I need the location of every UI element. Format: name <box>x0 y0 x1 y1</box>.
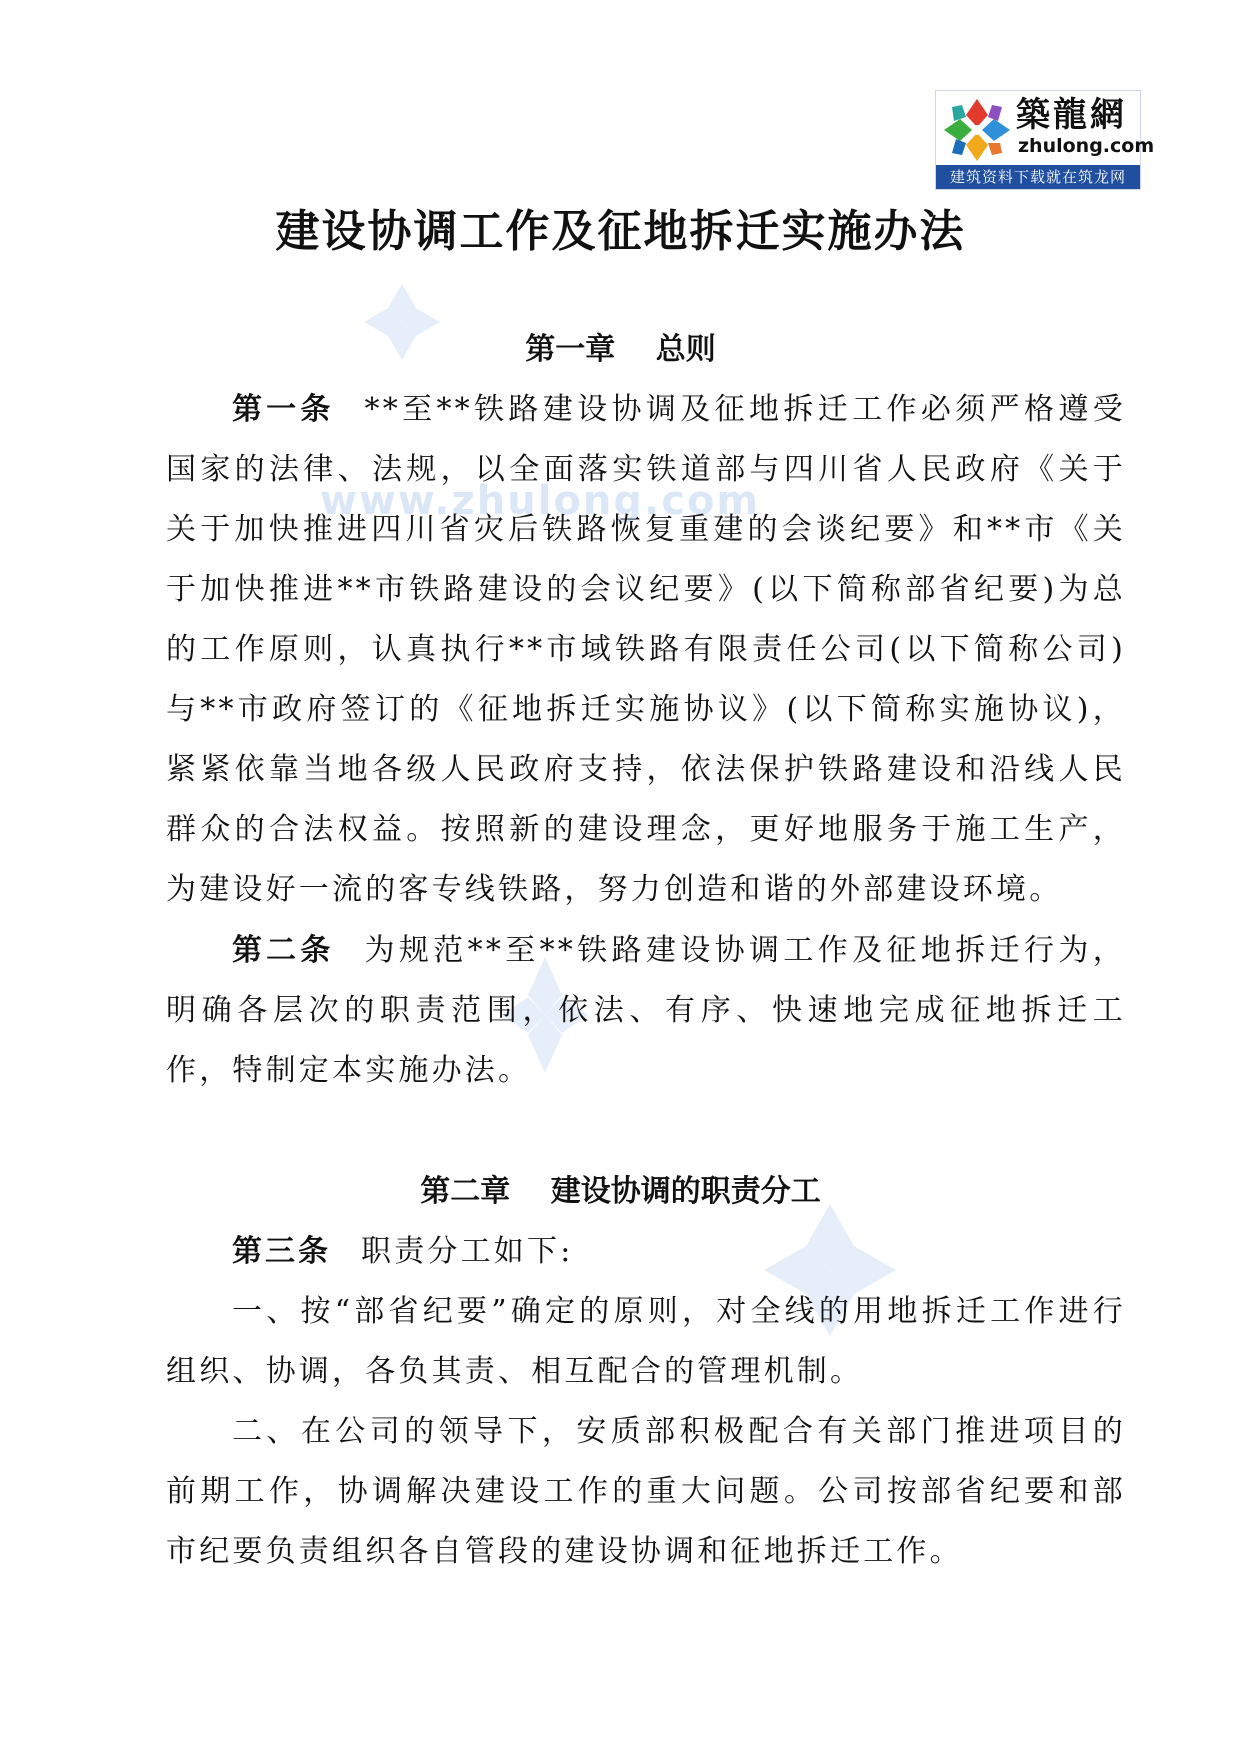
item-1: 一、按“部省纪要”确定的原则，对全线的用地拆迁工作进行组织、协调，各负其责、相互配合的管理机制。 <box>166 1294 1126 1389</box>
logo-tagline: 建筑资料下载就在筑龙网 <box>936 165 1140 189</box>
article-1-text: **至**铁路建设协调及征地拆迁工作必须严格遵受国家的法律、法规，以全面落实铁道部与四川省人民政府《关于关于加快推进四川省灾后铁路恢复重建的会谈纪要》和**市《关于加快推进**市铁路建设的会议纪要》(以下简称部省纪要)为总的工作原则，认真执行**市域铁路有限责任公司(以下简称公司)与**市政府签订的《征地拆迁实施协议》(以下简称实施协议)，紧紧依靠当地各级人民政府支持，依法保护铁路建设和沿线人民群众的合法权益。按照新的建设理念，更好地服务于施工生产，为建设好一流的客专线铁路，努力创造和谐的外部建设环境。 <box>166 392 1126 907</box>
document-title: 建设协调工作及征地拆迁实施办法 <box>275 206 966 257</box>
article-2 <box>166 921 1126 1101</box>
article-3-label: 第三条 <box>232 1234 331 1269</box>
watermark-text: www.zhulong.com <box>320 478 761 524</box>
logo-domain: zhulong.com <box>1018 135 1155 157</box>
chapter-1-heading: 第一章 总则 <box>525 332 716 367</box>
article-2-label: 第二条 <box>232 933 335 968</box>
logo-cn-name: 築龍網 <box>1016 95 1127 135</box>
item-2: 二、在公司的领导下，安质部积极配合有关部门推进项目的前期工作，协调解决建设工作的重大问题。公司按部省纪要和部市纪要负责组织各自管段的建设协调和征地拆迁工作。 <box>166 1414 1126 1569</box>
zhulong-emblem-icon <box>942 97 1012 163</box>
chapter-2-heading: 第二章 建设协调的职责分工 <box>420 1174 821 1209</box>
zhulong-logo <box>935 90 1155 190</box>
article-1 <box>166 380 1126 920</box>
article-3-text: 职责分工如下: <box>361 1234 574 1269</box>
article-3 <box>166 1222 1126 1282</box>
article-1-label: 第一条 <box>232 392 335 427</box>
article-2-text: 为规范**至**铁路建设协调工作及征地拆迁行为，明确各层次的职责范围，依法、有序、快速地完成征地拆迁工作，特制定本实施办法。 <box>166 933 1126 1088</box>
